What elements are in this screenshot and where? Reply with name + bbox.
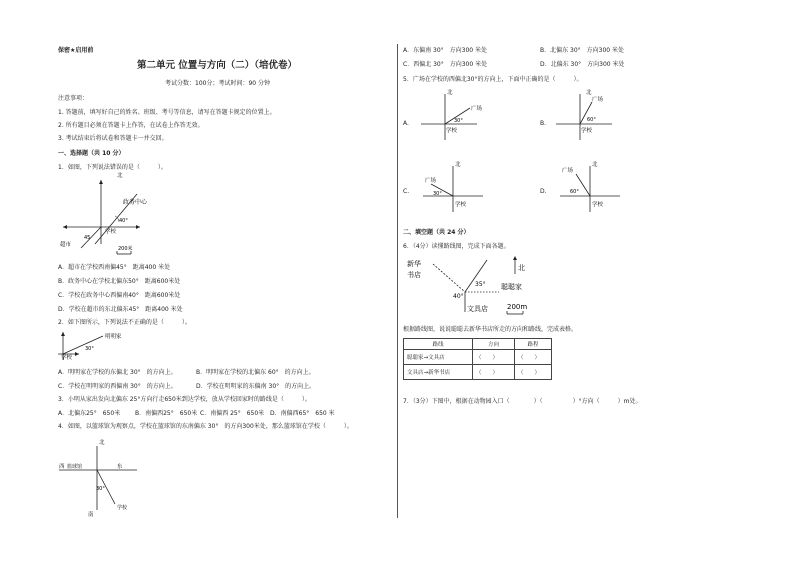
north-label: 北: [117, 173, 123, 179]
market-label: 超市: [60, 242, 72, 248]
angle-label: 30°: [96, 486, 105, 492]
school-label: 学校: [117, 505, 128, 511]
q2-stem: 2．如下图所示，下列说法不正确的是（ ）。: [58, 319, 191, 326]
table-cell: 文具店→新华书店: [404, 365, 473, 380]
page-title: 第二单元 位置与方向（二）（培优卷）: [137, 60, 298, 71]
route-table: [403, 338, 552, 380]
table-cell: 聪聪家→文具店: [404, 350, 473, 365]
q2-option-a: A．明明家在学校的东偏北 30° 的方向上。: [58, 369, 177, 376]
school-label: 学校: [581, 128, 593, 134]
q1-stem: 1．如图，下列说法错误的是（ ）。: [58, 164, 167, 171]
south-label: 南: [88, 512, 94, 518]
figure-line: [63, 336, 103, 354]
scale-label: 200m: [507, 303, 528, 311]
q6-route-map: [403, 252, 543, 318]
school-label: 学校: [61, 355, 73, 361]
arrow-head: [75, 352, 79, 356]
north-label: 北: [518, 264, 525, 272]
section2-heading: 二、填空题（共 24 分）: [403, 229, 470, 236]
table-header: 路程: [515, 339, 552, 350]
square-label: 广场: [592, 97, 604, 103]
q1-option: B．政务中心在学校北偏东50° 距离600米处: [58, 278, 181, 285]
angle-label: 40°: [453, 293, 464, 300]
q2-figure: [55, 328, 145, 362]
note-item: 3. 考试结束后将试卷和答题卡一并交回。: [58, 135, 168, 142]
scale-label: 200米: [118, 246, 133, 252]
q1-figure: [55, 172, 195, 260]
notes-heading: 注意事项：: [58, 95, 89, 102]
table-cell: （ ）: [515, 350, 552, 365]
q6-description: 根据路线图，说说聪聪去新华书店所走的方向和路线，完成表格。: [403, 326, 578, 333]
q5-label-d: D.: [540, 188, 547, 195]
ming-home-label: 聪聪家: [501, 283, 522, 291]
note-item: 2. 所有题目必须在答题卡上作答，在试卷上作答无效。: [58, 122, 204, 129]
q4-option-b: B．北偏东 30° 方向300 米处: [540, 47, 625, 54]
q1-option: C．学校在政务中心西偏南40° 距离600米处: [58, 292, 181, 299]
angle-label: 30°: [433, 191, 442, 197]
east-label: 东: [117, 464, 123, 470]
q3-option: D．南偏西65° 650 米: [270, 410, 335, 417]
q2-option-c: C．学校在明明家的西偏南 30° 的方向上。: [58, 383, 177, 390]
q3-stem: 3．小明从家出发向北偏东 25°方向行走650米到达学校，放从学校回家时的路线是（ ）。: [58, 396, 311, 403]
angle-label: 60°: [570, 189, 579, 195]
table-cell: （ ）: [515, 365, 552, 380]
table-row: [404, 365, 552, 380]
angle-label: 60°: [587, 117, 596, 123]
angle-label: 35°: [475, 281, 486, 288]
exam-info: 考试分数：100分；考试时间：90 分钟: [165, 80, 270, 87]
figure-line: [433, 264, 465, 292]
q5-label-a: A.: [403, 120, 409, 127]
q1-option: A．超市在学校西南偏45° 距离400 米处: [58, 264, 171, 271]
north-label: 北: [447, 90, 453, 96]
q4-stem: 4．如图，以篮球馆为观察点，学校在篮球馆的东南偏东 30° 的方向300米处，那么篮球馆在学校（ ）。: [58, 423, 353, 430]
square-label: 广场: [562, 168, 574, 174]
table-header-row: [404, 339, 552, 350]
square-label: 广场: [425, 178, 437, 184]
table-cell: （ ）: [473, 365, 515, 380]
q4-option-c: C．西偏北 30° 方向300 米处: [403, 61, 488, 68]
bookstore-label: 书店: [407, 271, 421, 279]
school-label: 学校: [446, 128, 458, 134]
q5-label-b: B.: [540, 120, 547, 127]
column-divider: [397, 44, 398, 518]
q5-figure-c: [415, 160, 495, 216]
arrow-head: [99, 180, 103, 184]
gym-label: 篮球馆: [67, 464, 83, 470]
school-label: 学校: [455, 202, 467, 208]
school-label: 学校: [592, 202, 604, 208]
north-label: 北: [455, 162, 461, 168]
table-header: 方向: [473, 339, 515, 350]
q6-stem: 6．（4分）读懂路线图，完成下面各题。: [403, 243, 510, 250]
q2-option-d: D．学校在明明家的东偏南 30° 的方向上。: [196, 383, 316, 390]
table-header: 路线: [404, 339, 473, 350]
q2-option-b: B．明明家在学校的北偏东 60° 的方向上。: [196, 369, 315, 376]
q4-figure: [55, 438, 145, 518]
stationery-label: 文具店: [467, 305, 488, 313]
angle-label: 40°: [119, 218, 128, 224]
table-row: [404, 350, 552, 365]
q5-figure-a: [415, 88, 495, 144]
north-label: 北: [592, 162, 598, 168]
angle-label: 30°: [454, 118, 463, 124]
arrow-head: [136, 225, 140, 229]
q3-option: A．北偏东25° 650米: [58, 410, 121, 417]
note-item: 1. 答题前，填写好自己的姓名、班级、考号等信息，请写在答题卡规定的位置上。: [58, 109, 276, 116]
q5-stem: 5．广场在学校的西偏北30°的方向上，下面中正确的是（ ）。: [403, 76, 583, 83]
west-label: 西: [59, 464, 65, 470]
q4-option-a: A．东偏南 30° 方向300 米处: [403, 47, 488, 54]
north-label: 北: [99, 440, 105, 446]
q1-option: D．学校在超市的东北偏东45° 距离400 米处: [58, 306, 183, 313]
q5-figure-d: [552, 160, 632, 216]
q5-figure-b: [550, 88, 630, 144]
square-label: 广场: [471, 106, 483, 112]
q3-option: B．南偏西25° 650米: [135, 410, 198, 417]
angle-label: 30°: [85, 346, 94, 352]
q7-stem: 7．（3分）下图中，根据在动物园入口（ ）（ ）°方向（ ）m处。: [403, 398, 642, 405]
arrow-head: [63, 225, 67, 229]
north-label: 北: [586, 90, 592, 96]
ming-home-label: 明明家: [105, 334, 122, 340]
school-label: 学校: [105, 229, 117, 235]
arrow-head: [61, 332, 65, 336]
secret-label: 保密★启用前: [58, 47, 94, 54]
gov-center-label: 政务中心: [123, 199, 148, 206]
section1-heading: 一、选择题（共 10 分）: [58, 150, 125, 157]
bookstore-label: 新华: [407, 260, 421, 268]
q5-label-c: C.: [403, 188, 410, 195]
arrow-head: [513, 256, 517, 260]
q4-option-d: D．北偏东 30° 方向300 米处: [540, 61, 625, 68]
angle-label: 45: [84, 235, 91, 241]
q3-option: C．南偏西 25° 650米: [200, 410, 265, 417]
table-cell: （ ）: [473, 350, 515, 365]
